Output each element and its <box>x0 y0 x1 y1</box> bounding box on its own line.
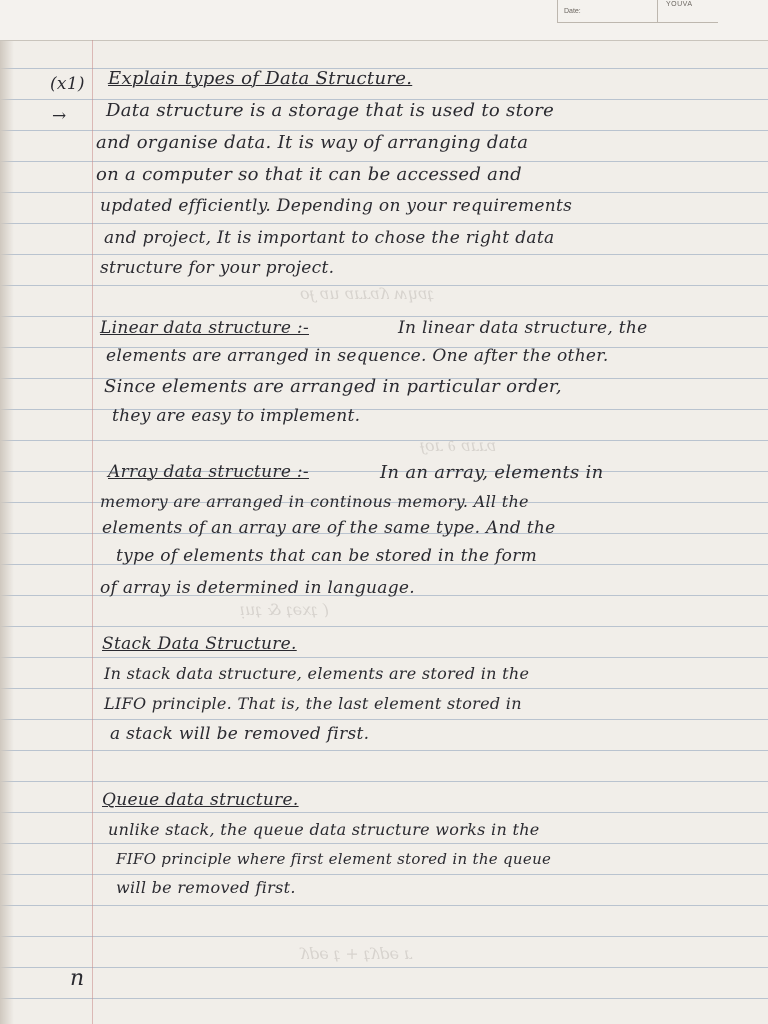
array-line: memory are arranged in continous memory. All the <box>100 492 529 511</box>
queue-heading: Queue data structure. <box>102 790 299 810</box>
stack-line: In stack data structure, elements are stored in the <box>104 664 530 683</box>
binding-shadow <box>0 0 14 1024</box>
linear-line: Since elements are arranged in particular order, <box>104 376 562 397</box>
bleed-through-text: ʇɐɥʍ ʎɐɹɹɐ uɐ ɟo <box>300 284 434 303</box>
bleed-through-text: ɐɹɹɐ ∂ ɹoɟ <box>420 436 497 455</box>
linear-line: they are easy to implement. <box>112 406 361 426</box>
margin-line <box>92 40 93 1024</box>
queue-line: unlike stack, the queue data structure works in the <box>108 820 540 839</box>
linear-line: In linear data structure, the <box>398 318 648 338</box>
question-title: Explain types of Data Structure. <box>108 68 413 89</box>
date-label: Date: <box>564 8 581 15</box>
page-mark: n <box>70 966 85 991</box>
bleed-through-text: ( ʇxǝʇ & ʇuᴉ <box>240 600 329 619</box>
date-box <box>557 0 658 23</box>
intro-line: updated efficiently. Depending on your requirements <box>100 196 573 216</box>
intro-line: and project, It is important to chose the right data <box>104 228 555 248</box>
intro-line: Data structure is a storage that is used to store <box>106 100 555 121</box>
linear-line: elements are arranged in sequence. One after the other. <box>106 346 609 366</box>
array-heading: Array data structure :- <box>108 462 309 482</box>
intro-line: structure for your project. <box>100 258 335 278</box>
stack-line: LIFO principle. That is, the last element stored in <box>104 694 522 713</box>
answer-arrow-icon: → <box>52 106 67 126</box>
stack-heading: Stack Data Structure. <box>102 634 297 654</box>
queue-line: will be removed first. <box>116 878 296 897</box>
page-header <box>0 0 768 41</box>
linear-heading: Linear data structure :- <box>100 318 309 338</box>
stack-line: a stack will be removed first. <box>110 724 370 744</box>
array-line: In an array, elements in <box>380 462 604 483</box>
bleed-through-text: ɹ ǝdʎʇ + ʇ ǝdʎ <box>300 944 413 963</box>
intro-line: and organise data. It is way of arranging data <box>96 132 529 153</box>
array-line: elements of an array are of the same type. And the <box>102 518 556 538</box>
brand-box <box>657 0 718 23</box>
array-line: of array is determined in language. <box>100 578 415 598</box>
queue-line: FIFO principle where first element stored in the queue <box>116 850 552 868</box>
brand-logo-text: YOUVA <box>666 1 693 8</box>
intro-line: on a computer so that it can be accessed and <box>96 164 522 185</box>
question-number: (x1) <box>50 74 85 94</box>
array-line: type of elements that can be stored in the form <box>116 546 538 566</box>
